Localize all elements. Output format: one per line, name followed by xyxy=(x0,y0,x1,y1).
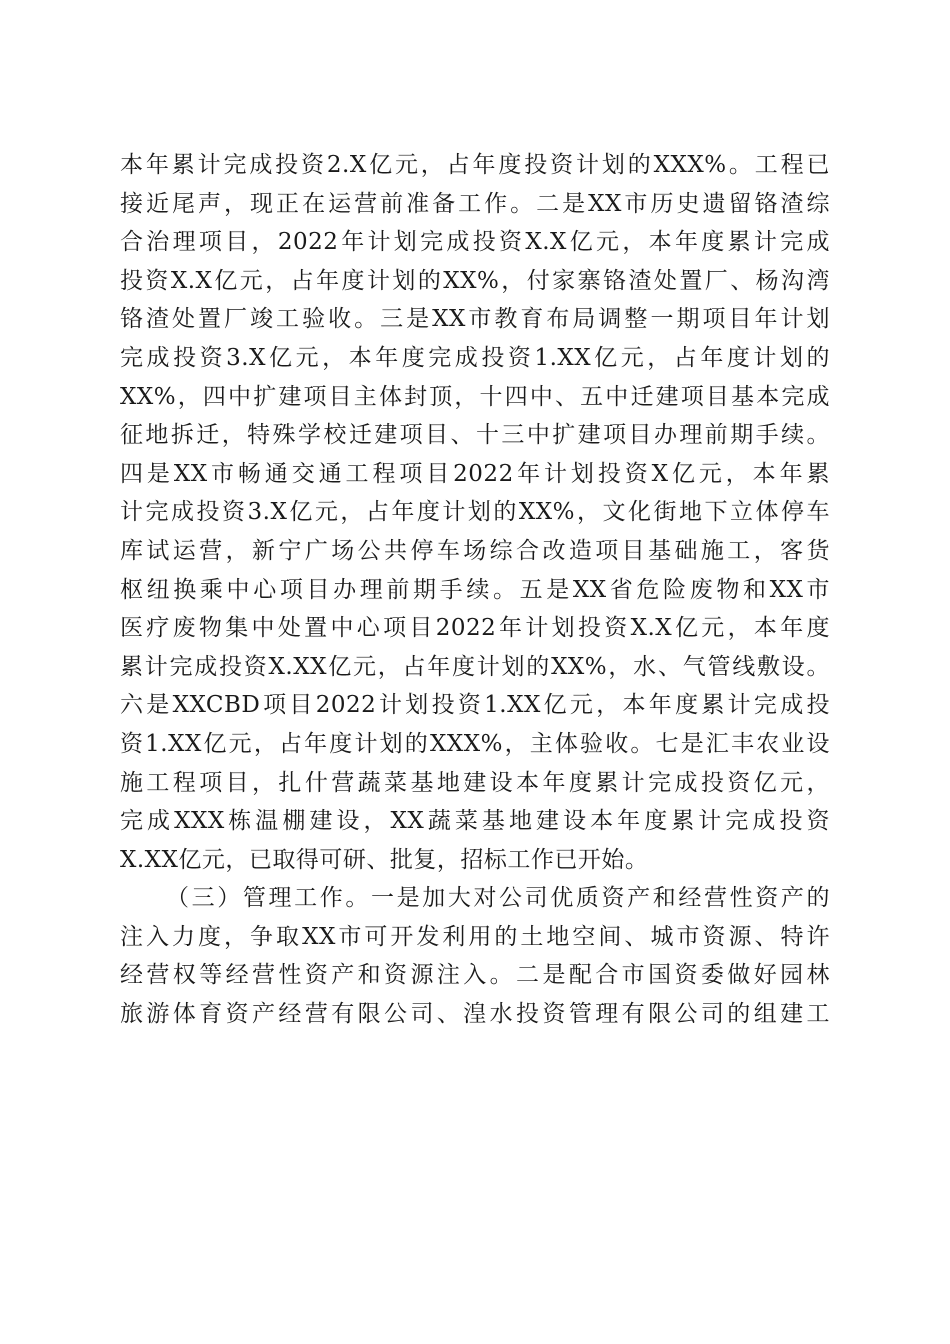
text-line: 库试运营，新宁广场公共停车场综合改造项目基础施工，客货 xyxy=(120,537,830,564)
text-line: 资1.XX亿元，占年度计划的XXX%，主体验收。七是汇丰农业设 xyxy=(120,730,830,757)
text-line: 完成XXX栋温棚建设，XX蔬菜基地建设本年度累计完成投资 xyxy=(120,808,830,835)
text-line: XX%，四中扩建项目主体封顶，十四中、五中迁建项目基本完成 xyxy=(120,383,830,410)
text-line: 四是XX市畅通交通工程项目2022年计划投资X亿元，本年累 xyxy=(120,460,830,487)
text-line: 投资X.X亿元，占年度计划的XX%，付家寨铬渣处置厂、杨沟湾 xyxy=(120,267,830,294)
text-line: 合治理项目，2022年计划完成投资X.X亿元，本年度累计完成 xyxy=(120,229,830,256)
text-line: 枢纽换乘中心项目办理前期手续。五是XX省危险废物和XX市 xyxy=(120,576,830,603)
text-line: 计完成投资3.X亿元，占年度计划的XX%，文化街地下立体停车 xyxy=(120,499,830,526)
body-text xyxy=(120,146,830,1034)
text-line: 铬渣处置厂竣工验收。三是XX市教育布局调整一期项目年计划 xyxy=(120,306,830,333)
text-line: 接近尾声，现正在运营前准备工作。二是XX市历史遗留铬渣综 xyxy=(120,190,830,217)
text-line: 注入力度，争取XX市可开发利用的土地空间、城市资源、特许 xyxy=(120,923,830,950)
text-line: 施工程项目，扎什营蔬菜基地建设本年度累计完成投资亿元， xyxy=(120,769,830,796)
section-heading-line: （三）管理工作。一是加大对公司优质资产和经营性资产的 xyxy=(166,885,830,912)
text-line: 六是XXCBD项目2022计划投资1.XX亿元，本年度累计完成投 xyxy=(120,692,830,719)
text-line: 征地拆迁，特殊学校迁建项目、十三中扩建项目办理前期手续。 xyxy=(120,422,830,449)
text-line: 完成投资3.X亿元，本年度完成投资1.XX亿元，占年度计划的 xyxy=(120,344,830,371)
text-line: 累计完成投资X.XX亿元，占年度计划的XX%，水、气管线敷设。 xyxy=(120,653,830,680)
text-line: 本年累计完成投资2.X亿元，占年度投资计划的XXX%。工程已 xyxy=(120,152,830,178)
text-line: X.XX亿元，已取得可研、批复，招标工作已开始。 xyxy=(120,846,649,873)
text-line: 旅游体育资产经营有限公司、湟水投资管理有限公司的组建工 xyxy=(120,1001,830,1028)
text-line: 医疗废物集中处置中心项目2022年计划投资X.X亿元，本年度 xyxy=(120,615,830,642)
text-line: 经营权等经营性资产和资源注入。二是配合市国资委做好园林 xyxy=(120,962,830,989)
